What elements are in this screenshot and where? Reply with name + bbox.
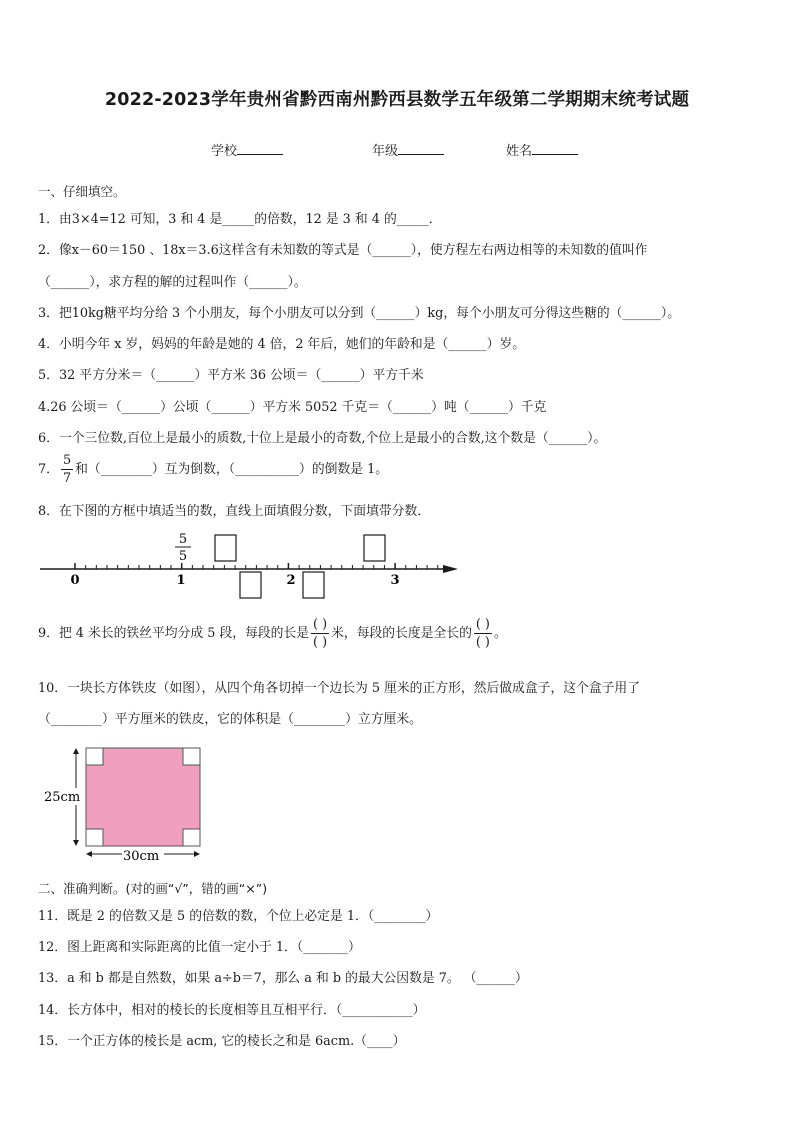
school-field xyxy=(211,140,283,159)
question-4: 4．小明今年 x 岁，妈妈的年龄是她的 4 倍，2 年后，她们的年龄和是（______）岁。 xyxy=(38,337,526,352)
question-3: 3．把10kg糖平均分给 3 个小朋友，每个小朋友可以分到（______）kg，每个小朋友可分得这些糖的（______）。 xyxy=(38,306,681,321)
question-11: 11．既是 2 的倍数又是 5 的倍数的数，个位上必定是 1．（________） xyxy=(38,909,439,924)
fraction-blank-1-denominator: ( ) xyxy=(313,635,328,650)
number-line-figure xyxy=(38,528,468,600)
fraction-blank-2 xyxy=(474,616,492,651)
page-title: 2022-2023学年贵州省黔西南州黔西县数学五年级第二学期期末统考试题 xyxy=(104,90,690,110)
question-8: 8．在下图的方框中填适当的数，直线上面填假分数，下面填带分数． xyxy=(38,504,431,519)
question-10-line-1: 10．一块长方体铁皮（如图），从四个角各切掉一个边长为 5 厘米的正方形，然后做成盒子，这个盒子用了 xyxy=(38,681,641,696)
fraction-blank-1-numerator: ( ) xyxy=(313,617,328,632)
answer-box-below-2 xyxy=(303,572,324,598)
question-5-line-1: 5．32 平方分米＝（______）平方米 36 公顷＝（______）平方千米 xyxy=(38,368,424,383)
question-1: 1．由3×4=12 可知，3 和 4 是_____的倍数，12 是 3 和 4 的_____． xyxy=(38,212,442,227)
question-10-line-2: （________）平方厘米的铁皮，它的体积是（________）立方厘米。 xyxy=(38,712,422,727)
tick-label-0: 0 xyxy=(70,573,80,588)
width-arrow-right xyxy=(194,851,200,857)
width-label: 30cm xyxy=(123,849,160,864)
height-arrow-bottom xyxy=(73,840,79,846)
corner-cut-bottom-left xyxy=(86,829,103,846)
question-7-number: 7． xyxy=(38,462,59,477)
tick-label-3: 3 xyxy=(390,573,400,588)
question-13: 13．a 和 b 都是自然数，如果 a÷b＝7，那么 a 和 b 的最大公因数是 7。 （______） xyxy=(38,971,528,986)
grade-field xyxy=(372,140,444,159)
name-field xyxy=(506,140,578,159)
question-9-part-3: 。 xyxy=(493,626,507,641)
sheet-metal-figure xyxy=(40,744,210,866)
question-9 xyxy=(38,616,507,651)
tick-label-2: 2 xyxy=(286,573,296,588)
question-14: 14．长方体中，相对的棱长的长度相等且互相平行．（___________） xyxy=(38,1003,426,1018)
tick-label-1: 1 xyxy=(176,573,186,588)
number-line-arrow xyxy=(443,565,458,573)
answer-box-above-1 xyxy=(215,535,236,561)
number-line-ticks xyxy=(75,563,438,569)
question-9-part-1: 9．把 4 米长的铁丝平均分成 5 段，每段的长是 xyxy=(38,626,310,641)
fraction-blank-2-denominator: ( ) xyxy=(475,635,490,650)
question-2-line-1: 2．像x－60＝150 、18x＝3.6这样含有未知数的等式是（______），使方程左右两边相等的未知数的值叫作 xyxy=(38,243,648,258)
question-15: 15．一个正方体的棱长是 acm, 它的棱长之和是 6acm.（____） xyxy=(38,1034,406,1049)
question-6: 6．一个三位数,百位上是最小的质数,十位上是最小的奇数,个位上是最小的合数,这个数是（______）。 xyxy=(38,431,607,446)
corner-cut-top-left xyxy=(86,748,103,765)
fraction-blank-1 xyxy=(311,616,329,651)
corner-cut-bottom-right xyxy=(183,829,200,846)
height-label: 25cm xyxy=(44,790,81,805)
grade-blank xyxy=(398,142,444,155)
fraction-label-denominator: 5 xyxy=(178,549,188,564)
fraction-denominator: 7 xyxy=(62,471,72,486)
question-5-line-2: 4.26 公顷＝（______）公顷（______）平方米 5052 千克＝（______）吨（______）千克 xyxy=(38,400,547,415)
grade-label: 年级 xyxy=(372,144,399,159)
name-blank xyxy=(532,142,578,155)
corner-cut-top-right xyxy=(183,748,200,765)
answer-box-above-2 xyxy=(364,535,385,561)
school-label: 学校 xyxy=(211,144,238,159)
question-7 xyxy=(38,452,388,487)
question-7-text: 和（________）互为倒数，（__________）的倒数是 1。 xyxy=(75,462,389,477)
question-9-part-2: 米，每段的长度是全长的 xyxy=(331,626,472,641)
question-2-line-2: （______），求方程的解的过程叫作（______）。 xyxy=(38,275,307,290)
fraction-numerator: 5 xyxy=(62,453,72,468)
school-blank xyxy=(237,142,283,155)
section-1-heading: 一、仔细填空。 xyxy=(38,184,126,199)
question-12: 12．图上距离和实际距离的比值一定小于 1．（_______） xyxy=(38,940,361,955)
fraction-5-7 xyxy=(61,452,73,487)
answer-box-below-1 xyxy=(240,572,261,598)
height-arrow-top xyxy=(73,748,79,754)
fraction-label-numerator: 5 xyxy=(178,532,188,547)
fraction-blank-2-numerator: ( ) xyxy=(475,617,490,632)
name-label: 姓名 xyxy=(506,144,533,159)
section-2-heading: 二、准确判断。(对的画“√”，错的画“×”) xyxy=(38,881,268,896)
width-arrow-left xyxy=(86,851,92,857)
